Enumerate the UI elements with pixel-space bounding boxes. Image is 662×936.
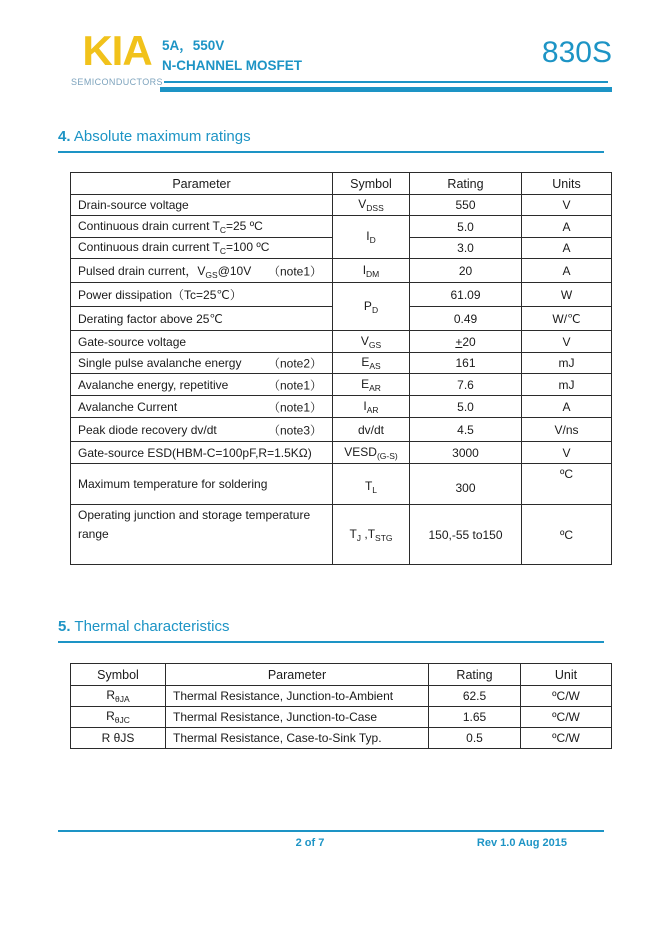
- rating-cell: 161: [410, 353, 522, 374]
- table-row: [71, 418, 612, 442]
- param-cell: Pulsed drain current，$V_{GS}@10V$ （note1）: [71, 259, 333, 283]
- units-cell: mJ: [522, 353, 612, 374]
- rating-cell: 3.0: [410, 238, 522, 259]
- rating-cell: 5.0: [410, 396, 522, 418]
- param-cell: Peak diode recovery dv/dt （note3）: [71, 418, 333, 442]
- param-cell: Thermal Resistance, Junction-to-Ambient: [166, 686, 429, 707]
- note-ref: （note3）: [268, 423, 323, 437]
- revision-label: Rev 1.0 Aug 2015: [476, 837, 567, 849]
- table-row: [71, 353, 612, 374]
- col-header-rating: Rating: [410, 173, 522, 195]
- table-header-row: [71, 664, 612, 686]
- brand-logo-subtext: SEMICONDUCTORS: [71, 77, 163, 88]
- brand-logo-text: KIA: [82, 27, 152, 74]
- units-cell: ºC: [522, 464, 612, 505]
- symbol-cell: $R_{\theta JA}$: [71, 686, 166, 707]
- symbol-cell: $T_J$ $,T_{STG}$: [333, 505, 410, 565]
- symbol-cell: R θJS: [71, 728, 166, 749]
- rating-cell: 0.49: [410, 307, 522, 331]
- symbol-cell: $E_{AR}$: [333, 374, 410, 396]
- absolute-maximum-ratings-table: [70, 172, 612, 565]
- note-ref: （note1）: [268, 400, 323, 414]
- col-header-symbol: Symbol: [333, 173, 410, 195]
- rating-cell: +20: [410, 331, 522, 353]
- param-cell: Derating factor above 25℃: [71, 307, 333, 331]
- table-row: [71, 374, 612, 396]
- note-ref: （note1）: [268, 264, 323, 278]
- col-header-parameter: Parameter: [166, 664, 429, 686]
- header-rule-thin: [164, 81, 608, 83]
- param-cell: Thermal Resistance, Junction-to-Case: [166, 707, 429, 728]
- page-number: 2 of 7: [295, 837, 325, 849]
- symbol-cell: $I_{AR}$: [333, 396, 410, 418]
- table-row: [71, 707, 612, 728]
- table-row: [71, 259, 612, 283]
- table-row: [71, 396, 612, 418]
- units-cell: mJ: [522, 374, 612, 396]
- note-ref: （note1）: [268, 378, 323, 392]
- section-4-number: 4.: [58, 128, 71, 145]
- table-row: [71, 283, 612, 307]
- rating-cell: 7.6: [410, 374, 522, 396]
- units-cell: A: [522, 216, 612, 238]
- product-type-line: N-CHANNEL MOSFET: [162, 58, 302, 73]
- table-row: [71, 442, 612, 464]
- symbol-cell: $R_{\theta JC}$: [71, 707, 166, 728]
- units-cell: V: [522, 195, 612, 216]
- symbol-cell: $V_{DSS}$: [333, 195, 410, 216]
- rating-cell: 3000: [410, 442, 522, 464]
- param-cell: Gate-source voltage: [71, 331, 333, 353]
- table-row: [71, 686, 612, 707]
- table-row: [71, 728, 612, 749]
- table-header-row: [71, 173, 612, 195]
- rating-cell: 61.09: [410, 283, 522, 307]
- table-row: [71, 216, 612, 238]
- col-header-symbol: Symbol: [71, 664, 166, 686]
- rating-cell: 62.5: [429, 686, 521, 707]
- rating-cell: 4.5: [410, 418, 522, 442]
- table-row: [71, 195, 612, 216]
- param-cell: Drain-source voltage: [71, 195, 333, 216]
- table-row: [71, 464, 612, 505]
- param-cell: Avalanche Current （note1）: [71, 396, 333, 418]
- note-ref: （note2）: [268, 356, 323, 371]
- section-5-number: 5.: [58, 618, 71, 635]
- rating-cell: 150,-55 to150: [410, 505, 522, 565]
- units-cell: V/ns: [522, 418, 612, 442]
- symbol-cell: $I_{DM}$: [333, 259, 410, 283]
- param-cell: Single pulse avalanche energy （note2）: [71, 353, 333, 374]
- units-cell: W: [522, 283, 612, 307]
- col-header-parameter: Parameter: [71, 173, 333, 195]
- brand-logo: [62, 28, 172, 87]
- table-row: [71, 505, 612, 565]
- param-cell: Continuous drain current $T_C=100$ ºC: [71, 238, 333, 259]
- units-cell: V: [522, 442, 612, 464]
- symbol-cell: $VESD_{(G-S)}$: [333, 442, 410, 464]
- rating-cell: 20: [410, 259, 522, 283]
- param-cell: Operating junction and storage temperature range: [71, 505, 333, 565]
- section-5-title-text: Thermal characteristics: [70, 618, 230, 635]
- rating-cell: 550: [410, 195, 522, 216]
- rating-cell: 5.0: [410, 216, 522, 238]
- section-4-heading: [58, 128, 604, 153]
- product-rating-line: 5A，550V: [162, 38, 225, 53]
- unit-cell: ºC/W: [521, 686, 612, 707]
- param-cell: Avalanche energy, repetitive （note1）: [71, 374, 333, 396]
- units-cell: W/℃: [522, 307, 612, 331]
- symbol-cell: $E_{AS}$: [333, 353, 410, 374]
- units-cell: ºC: [522, 505, 612, 565]
- units-cell: A: [522, 396, 612, 418]
- col-header-rating: Rating: [429, 664, 521, 686]
- param-cell: Power dissipation（Tc=25℃）: [71, 283, 333, 307]
- symbol-cell: $T_L$: [333, 464, 410, 505]
- symbol-cell: $P_D$: [333, 283, 410, 331]
- section-4-title-text: Absolute maximum ratings: [70, 128, 251, 145]
- rating-cell: 1.65: [429, 707, 521, 728]
- footer-rule: [58, 830, 604, 832]
- part-number: 830S: [541, 36, 612, 69]
- units-cell: A: [522, 238, 612, 259]
- param-cell: Continuous drain current $T_C=25$ ºC: [71, 216, 333, 238]
- symbol-cell: $V_{GS}$: [333, 331, 410, 353]
- rating-cell: 0.5: [429, 728, 521, 749]
- product-summary: [162, 36, 302, 76]
- param-cell: Thermal Resistance, Case-to-Sink Typ.: [166, 728, 429, 749]
- header-rule-thick: [160, 87, 612, 92]
- thermal-characteristics-table: [70, 663, 612, 749]
- unit-cell: ºC/W: [521, 728, 612, 749]
- symbol-cell: $I_D$: [333, 216, 410, 259]
- symbol-cell: dv/dt: [333, 418, 410, 442]
- param-cell: Gate-source ESD(HBM-C=100pF,R=1.5KΩ): [71, 442, 333, 464]
- units-cell: V: [522, 331, 612, 353]
- col-header-units: Units: [522, 173, 612, 195]
- col-header-unit: Unit: [521, 664, 612, 686]
- table-row: [71, 331, 612, 353]
- param-cell: Maximum temperature for soldering: [71, 464, 333, 505]
- units-cell: A: [522, 259, 612, 283]
- rating-cell: 300: [410, 464, 522, 505]
- unit-cell: ºC/W: [521, 707, 612, 728]
- section-5-heading: [58, 618, 604, 643]
